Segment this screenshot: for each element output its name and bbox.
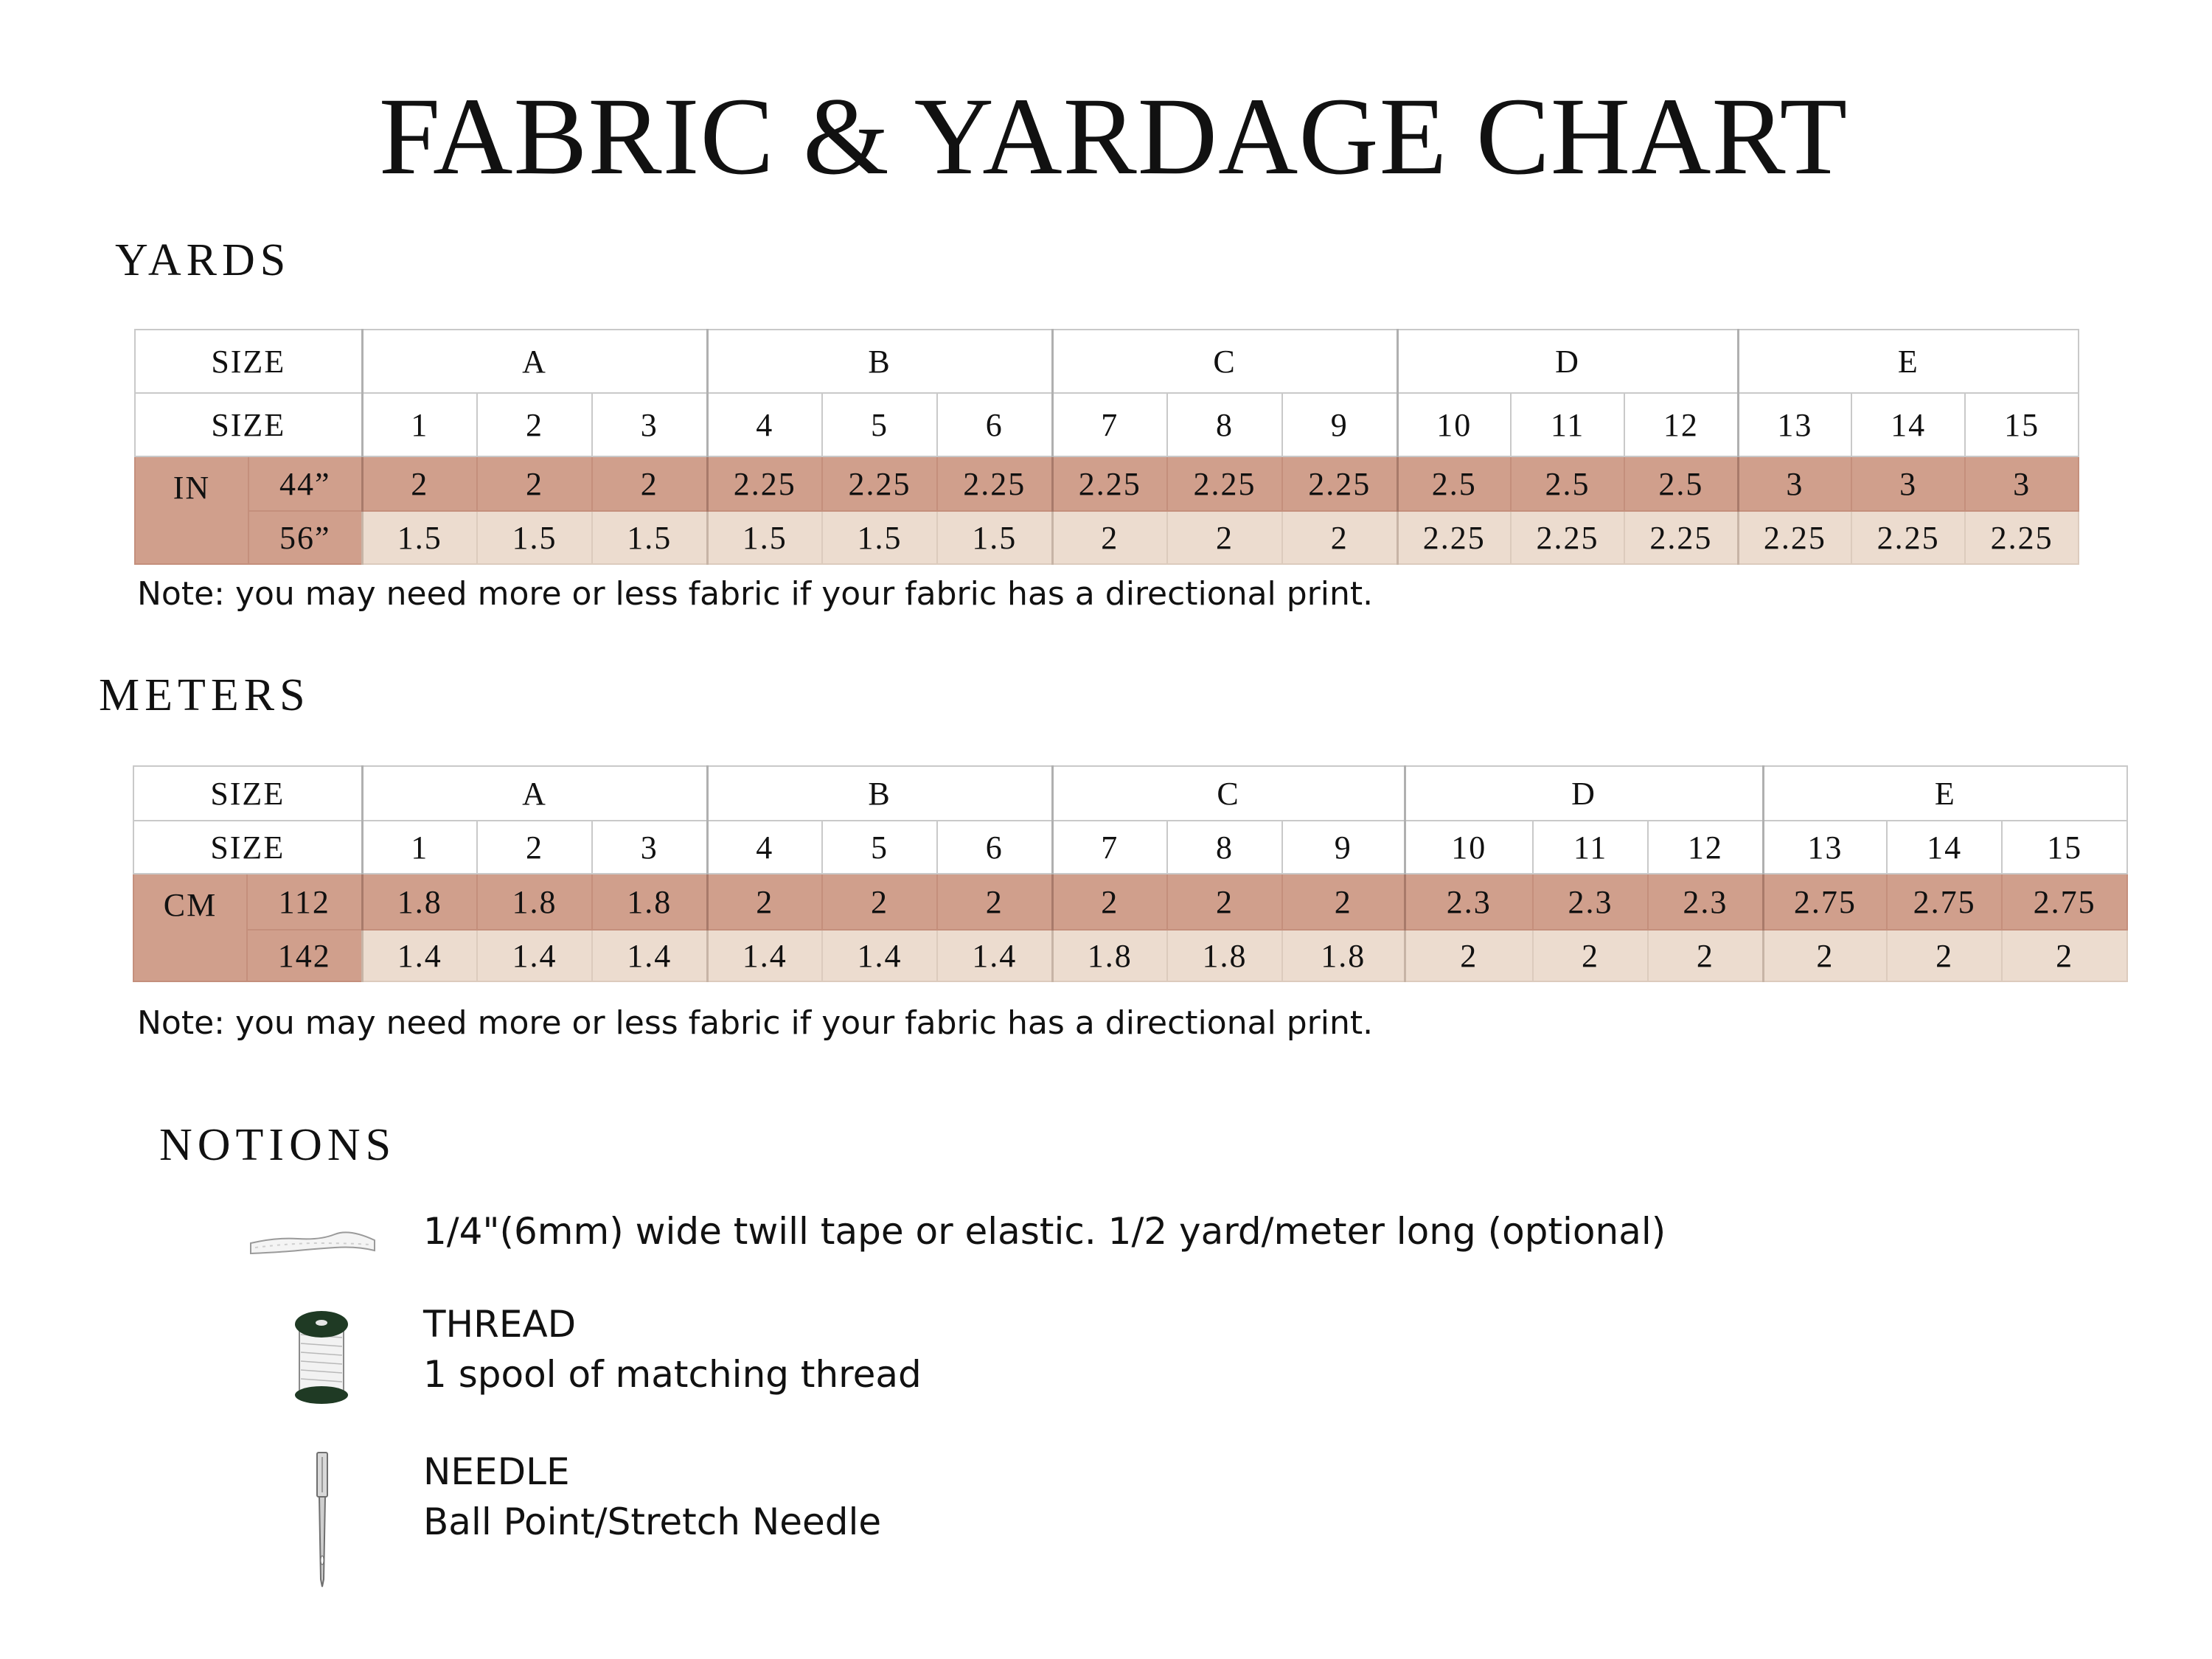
- yardage-cell: 2.25: [1397, 511, 1511, 564]
- yards-heading: YARDS: [115, 235, 291, 285]
- yardage-cell: 2.5: [1397, 456, 1511, 511]
- group-label: E: [1738, 330, 2079, 393]
- meterage-cell: 2: [822, 874, 937, 930]
- yardage-cell: 3: [1738, 456, 1851, 511]
- yardage-cell: 1.5: [707, 511, 822, 564]
- yardage-cell: 2.25: [1965, 511, 2079, 564]
- meterage-cell: 2.3: [1405, 874, 1533, 930]
- meters-heading: METERS: [99, 670, 310, 720]
- notion-item-thread: [423, 1299, 922, 1399]
- notions-heading: NOTIONS: [159, 1120, 397, 1170]
- size-cell: 5: [822, 821, 937, 874]
- size-label: SIZE: [135, 330, 362, 393]
- meterage-cell: 1.4: [362, 930, 477, 981]
- notion-item-twill-tape: [423, 1206, 1666, 1256]
- needle-icon: [308, 1450, 338, 1590]
- yardage-cell: 2.25: [1738, 511, 1851, 564]
- group-header-row: [135, 330, 2079, 393]
- unit-label: IN: [135, 456, 248, 564]
- size-cell: 11: [1511, 393, 1624, 456]
- size-cell: 9: [1282, 393, 1397, 456]
- meters-note: Note: you may need more or less fabric if your fabric has a directional print.: [137, 1004, 1374, 1042]
- size-cell: 9: [1282, 821, 1405, 874]
- size-cell: 7: [1052, 821, 1167, 874]
- size-cell: 6: [937, 393, 1052, 456]
- yardage-cell: 1.5: [477, 511, 592, 564]
- size-cell: 1: [362, 821, 477, 874]
- size-cell: 4: [707, 393, 822, 456]
- meterage-cell: 2: [1167, 874, 1282, 930]
- meterage-cell: 2: [1648, 930, 1763, 981]
- meterage-cell: 1.4: [937, 930, 1052, 981]
- meterage-cell: 1.8: [362, 874, 477, 930]
- size-cell: 12: [1624, 393, 1738, 456]
- meters-table: [133, 765, 2128, 982]
- fabric-row-56: [135, 511, 2079, 564]
- meterage-cell: 1.8: [1052, 930, 1167, 981]
- yardage-cell: 2.25: [1052, 456, 1167, 511]
- meterage-cell: 2: [1533, 930, 1648, 981]
- size-cell: 6: [937, 821, 1052, 874]
- group-label: D: [1405, 766, 1763, 821]
- meterage-cell: 2.3: [1533, 874, 1648, 930]
- meterage-cell: 1.8: [592, 874, 707, 930]
- yardage-cell: 2: [477, 456, 592, 511]
- notion-title: THREAD: [423, 1303, 577, 1346]
- size-cell: 14: [1887, 821, 2002, 874]
- meterage-cell: 2: [1052, 874, 1167, 930]
- notion-description: 1 spool of matching thread: [423, 1353, 922, 1396]
- yards-table: [134, 329, 2079, 565]
- group-label: B: [707, 330, 1052, 393]
- size-cell: 11: [1533, 821, 1648, 874]
- yardage-cell: 1.5: [822, 511, 937, 564]
- yardage-cell: 2: [1052, 511, 1167, 564]
- group-label: C: [1052, 330, 1397, 393]
- size-cell: 13: [1738, 393, 1851, 456]
- twill-tape-icon: [246, 1218, 379, 1262]
- group-label: E: [1763, 766, 2127, 821]
- yardage-cell: 2: [592, 456, 707, 511]
- yardage-cell: 2.25: [1624, 511, 1738, 564]
- yardage-cell: 2.25: [937, 456, 1052, 511]
- meterage-cell: 2: [707, 874, 822, 930]
- yardage-cell: 2.5: [1624, 456, 1738, 511]
- fabric-width-label: 56”: [248, 511, 362, 564]
- size-cell: 8: [1167, 821, 1282, 874]
- meterage-cell: 1.4: [477, 930, 592, 981]
- notion-description: Ball Point/Stretch Needle: [423, 1500, 882, 1543]
- yardage-cell: 2: [1167, 511, 1282, 564]
- page-title: FABRIC & YARDAGE CHART: [378, 75, 1848, 198]
- size-cell: 2: [477, 393, 592, 456]
- yardage-cell: 2.25: [822, 456, 937, 511]
- size-cell: 15: [2002, 821, 2127, 874]
- meterage-cell: 1.4: [592, 930, 707, 981]
- size-cell: 15: [1965, 393, 2079, 456]
- size-cell: 3: [592, 821, 707, 874]
- fabric-row-44: [135, 456, 2079, 511]
- group-label: B: [707, 766, 1052, 821]
- yards-note: Note: you may need more or less fabric if your fabric has a directional print.: [137, 575, 1374, 613]
- size-cell: 3: [592, 393, 707, 456]
- meterage-cell: 2: [937, 874, 1052, 930]
- meterage-cell: 1.8: [1282, 930, 1405, 981]
- fabric-width-label: 142: [247, 930, 362, 981]
- yardage-cell: 2: [362, 456, 477, 511]
- meterage-cell: 2: [2002, 930, 2127, 981]
- yardage-cell: 1.5: [592, 511, 707, 564]
- yardage-cell: 3: [1851, 456, 1965, 511]
- fabric-width-label: 112: [247, 874, 362, 930]
- size-label: SIZE: [135, 393, 362, 456]
- yardage-cell: 2: [1282, 511, 1397, 564]
- meterage-cell: 2.75: [2002, 874, 2127, 930]
- group-header-row: [133, 766, 2127, 821]
- meterage-cell: 1.4: [822, 930, 937, 981]
- yardage-cell: 2.25: [707, 456, 822, 511]
- size-cell: 4: [707, 821, 822, 874]
- fabric-width-label: 44”: [248, 456, 362, 511]
- size-cell: 10: [1397, 393, 1511, 456]
- unit-label: CM: [133, 874, 247, 981]
- size-cell: 5: [822, 393, 937, 456]
- size-cell: 14: [1851, 393, 1965, 456]
- yardage-cell: 2.25: [1511, 511, 1624, 564]
- notion-title: NEEDLE: [423, 1450, 570, 1493]
- size-cell: 1: [362, 393, 477, 456]
- yardage-cell: 2.5: [1511, 456, 1624, 511]
- yardage-cell: 3: [1965, 456, 2079, 511]
- notion-item-needle: [423, 1447, 881, 1547]
- meterage-cell: 1.8: [477, 874, 592, 930]
- size-row: [135, 393, 2079, 456]
- size-cell: 10: [1405, 821, 1533, 874]
- fabric-row-142: [133, 930, 2127, 981]
- yardage-cell: 1.5: [362, 511, 477, 564]
- size-cell: 8: [1167, 393, 1282, 456]
- meterage-cell: 2.75: [1887, 874, 2002, 930]
- yardage-cell: 2.25: [1851, 511, 1965, 564]
- fabric-row-112: [133, 874, 2127, 930]
- size-cell: 12: [1648, 821, 1763, 874]
- size-label: SIZE: [133, 821, 362, 874]
- group-label: A: [362, 766, 707, 821]
- yardage-cell: 2.25: [1282, 456, 1397, 511]
- meterage-cell: 1.4: [707, 930, 822, 981]
- yardage-cell: 1.5: [937, 511, 1052, 564]
- size-row: [133, 821, 2127, 874]
- meterage-cell: 2.3: [1648, 874, 1763, 930]
- thread-spool-icon: [292, 1305, 351, 1408]
- group-label: A: [362, 330, 707, 393]
- meterage-cell: 2: [1763, 930, 1887, 981]
- meterage-cell: 2.75: [1763, 874, 1887, 930]
- yardage-cell: 2.25: [1167, 456, 1282, 511]
- group-label: C: [1052, 766, 1405, 821]
- size-cell: 2: [477, 821, 592, 874]
- size-label: SIZE: [133, 766, 362, 821]
- notion-description: 1/4"(6mm) wide twill tape or elastic. 1/2 yard/meter long (optional): [423, 1210, 1666, 1253]
- meterage-cell: 2: [1282, 874, 1405, 930]
- meterage-cell: 1.8: [1167, 930, 1282, 981]
- meterage-cell: 2: [1887, 930, 2002, 981]
- size-cell: 13: [1763, 821, 1887, 874]
- meterage-cell: 2: [1405, 930, 1533, 981]
- size-cell: 7: [1052, 393, 1167, 456]
- group-label: D: [1397, 330, 1738, 393]
